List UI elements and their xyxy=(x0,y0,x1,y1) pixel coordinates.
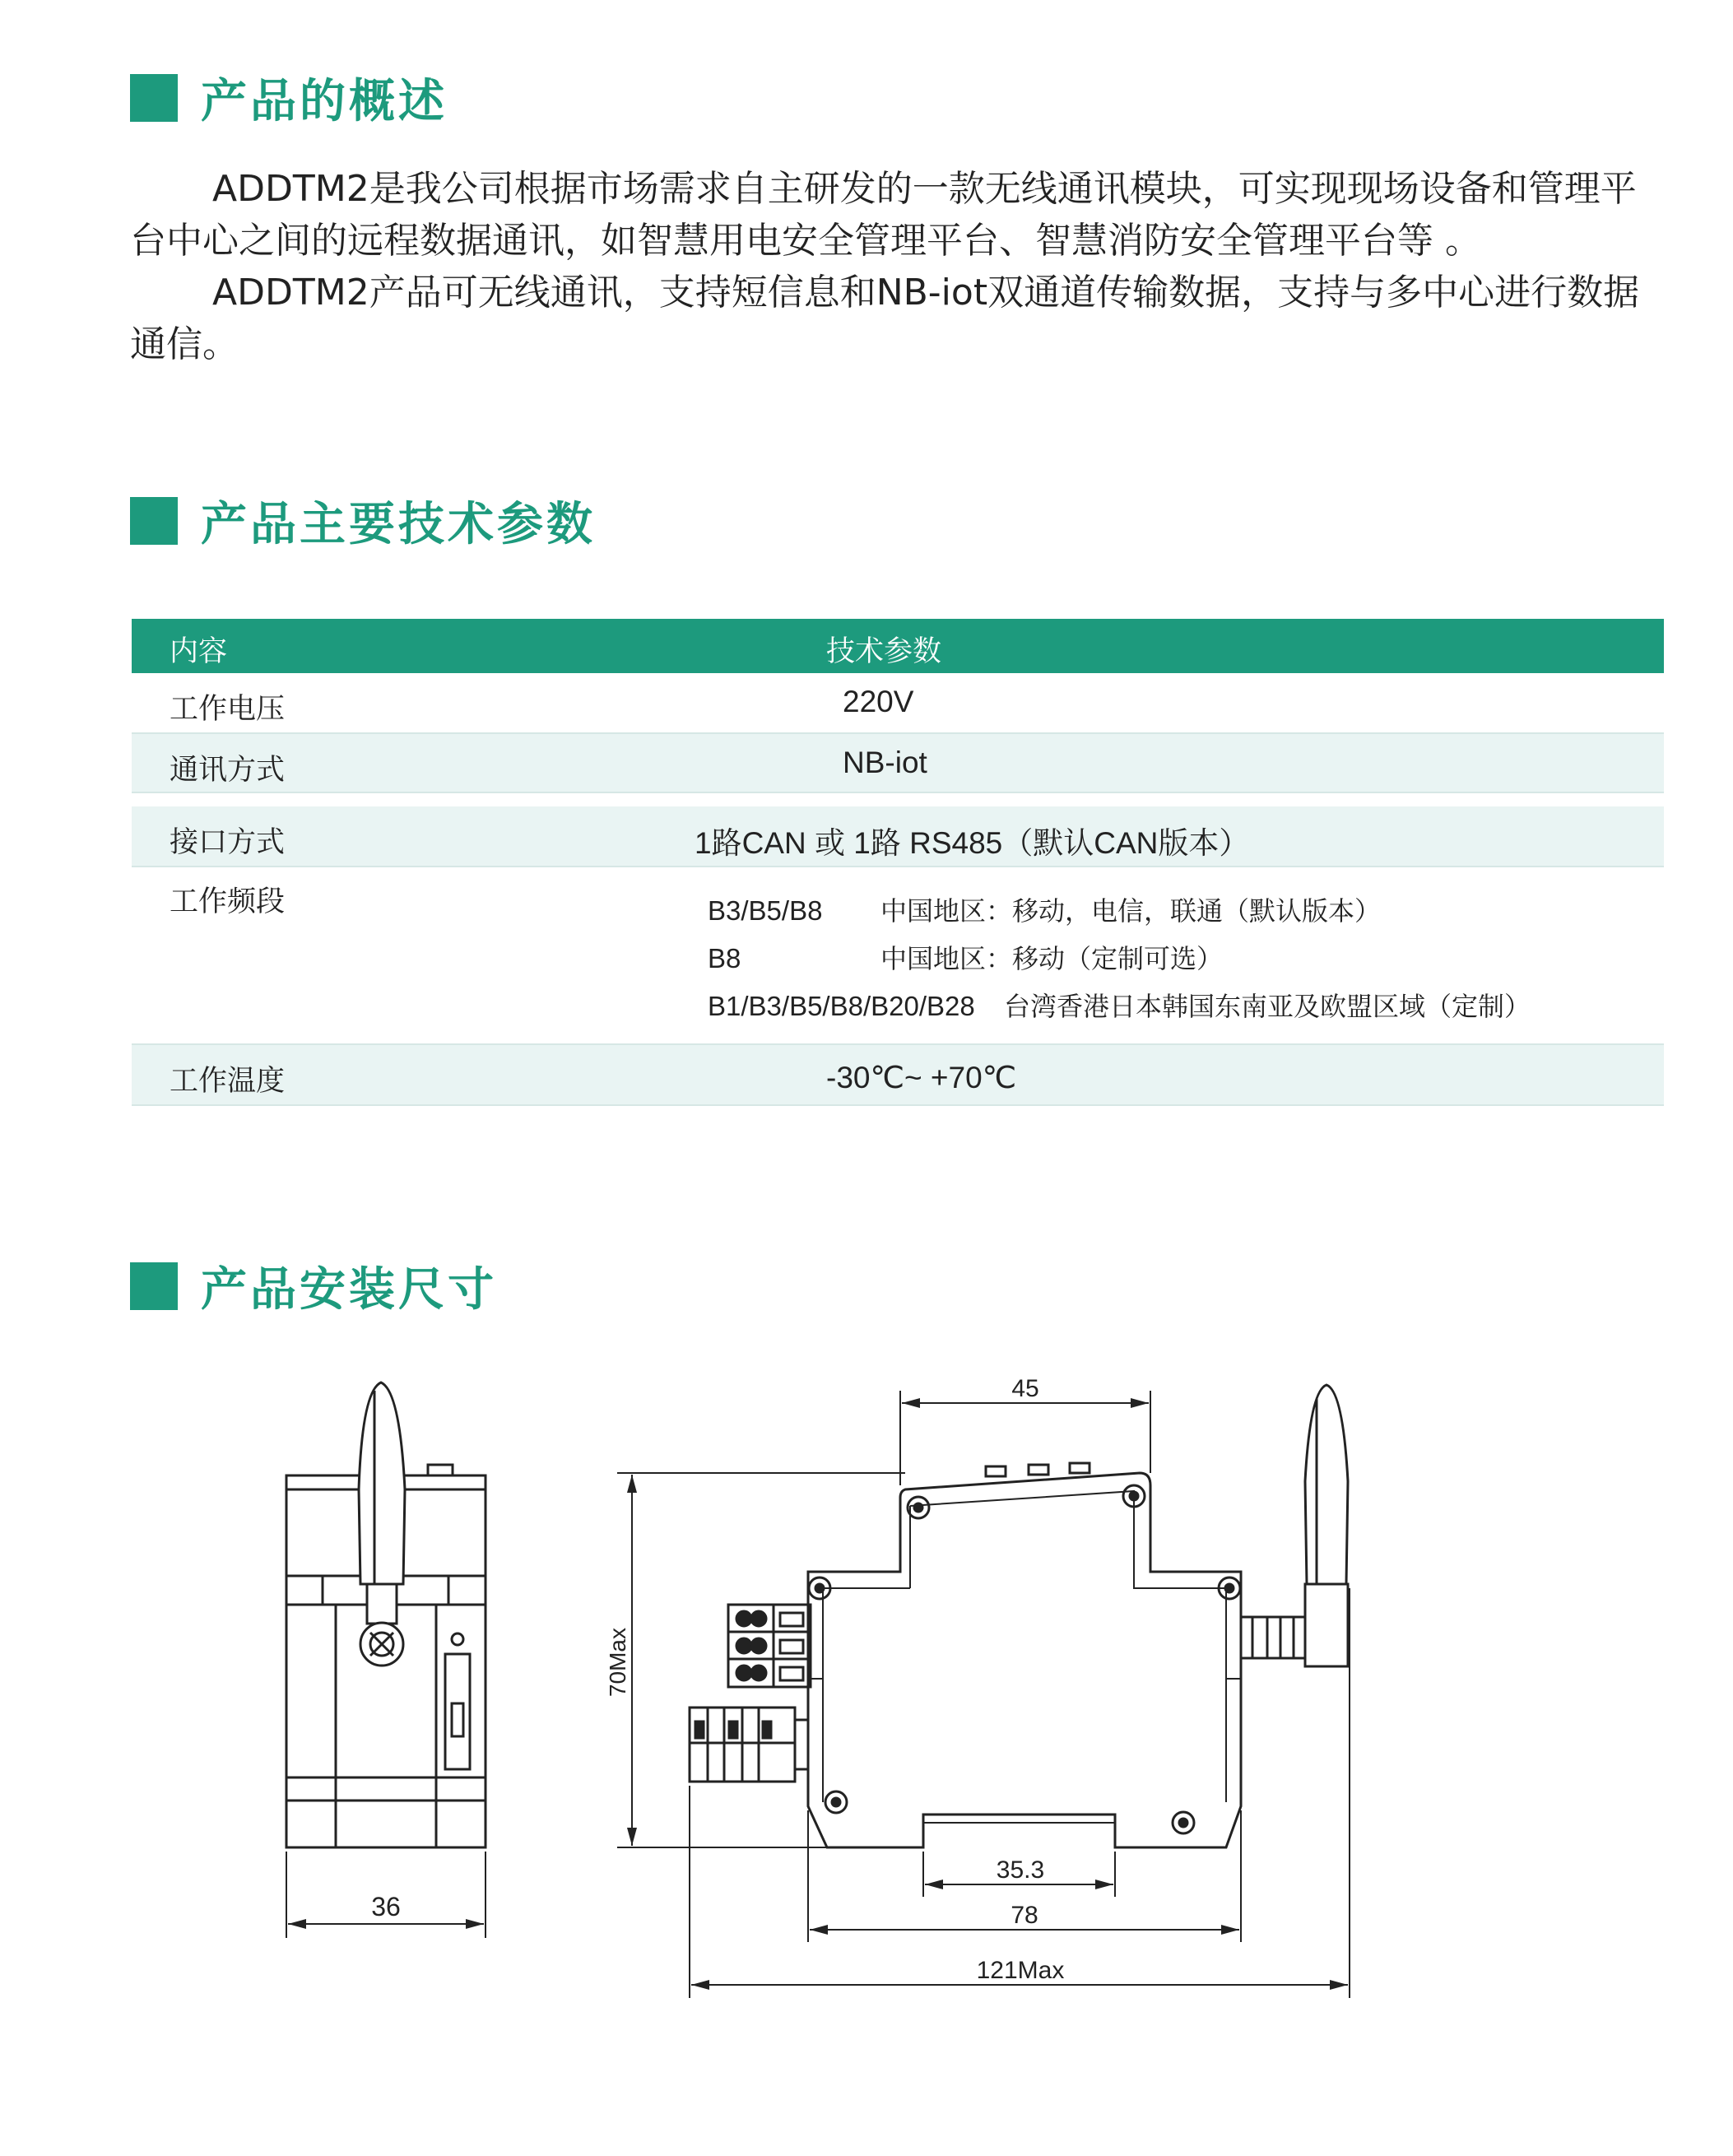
antenna-icon xyxy=(1305,1385,1348,1584)
antenna-icon xyxy=(359,1382,405,1584)
front-view xyxy=(690,1385,1348,1847)
dim-total-width: 121Max xyxy=(976,1957,1065,1984)
overview-paragraph-1: ADDTM2是我公司根据市场需求自主研发的一款无线通讯模块，可实现现场设备和管理平台中心之间的远程数据通讯，如智慧用电安全管理平台、智慧消防安全管理平台等 。 xyxy=(130,168,1637,262)
front-body xyxy=(808,1473,1241,1847)
dim-line-total xyxy=(690,1588,1350,1998)
dim-body-width: 78 xyxy=(1011,1902,1038,1929)
band-code: B8 xyxy=(708,943,741,973)
spec-label: 通讯方式 xyxy=(170,754,286,787)
terminal-block-lower xyxy=(690,1708,808,1782)
spec-value: NB-iot xyxy=(843,746,927,779)
dim-line-top xyxy=(900,1391,1150,1485)
spec-value: -30℃~ +70℃ xyxy=(826,1061,1017,1094)
dim-top-width: 45 xyxy=(1011,1375,1039,1402)
spec-label: 工作电压 xyxy=(170,693,286,726)
spec-value: 220V xyxy=(843,685,914,718)
section-title-overview: 产品的概述 xyxy=(201,75,448,128)
side-antenna xyxy=(1241,1385,1348,1666)
side-view xyxy=(286,1382,486,1938)
spec-label: 工作温度 xyxy=(170,1065,286,1098)
band-desc: 中国地区：移动，电信，联通（默认版本） xyxy=(880,895,1382,927)
band-desc: 中国地区：移动（定制可选） xyxy=(880,943,1224,974)
header-params: 技术参数 xyxy=(826,635,942,668)
terminal-block-upper xyxy=(728,1605,811,1687)
spec-value: 1路CAN 或 1路 RS485（默认CAN版本） xyxy=(695,826,1250,860)
band-desc: 台湾香港日本韩国东南亚及欧盟区域（定制） xyxy=(1004,991,1531,1022)
spec-label: 工作频段 xyxy=(170,885,286,918)
band-code: B1/B3/B5/B8/B20/B28 xyxy=(708,991,975,1021)
section-title-specs: 产品主要技术参数 xyxy=(201,498,596,551)
band-code: B3/B5/B8 xyxy=(708,895,823,926)
spec-label: 接口方式 xyxy=(170,826,286,859)
section-title-install: 产品安装尺寸 xyxy=(201,1263,497,1317)
dim-height: 70Max xyxy=(605,1627,630,1698)
overview-paragraph-2: ADDTM2产品可无线通讯，支持短信息和NB-iot双通道传输数据，支持与多中心进行数据通信。 xyxy=(130,272,1640,365)
dim-rail: 35.3 xyxy=(996,1856,1045,1884)
header-content: 内容 xyxy=(170,635,228,668)
dim-side-width: 36 xyxy=(371,1892,401,1921)
